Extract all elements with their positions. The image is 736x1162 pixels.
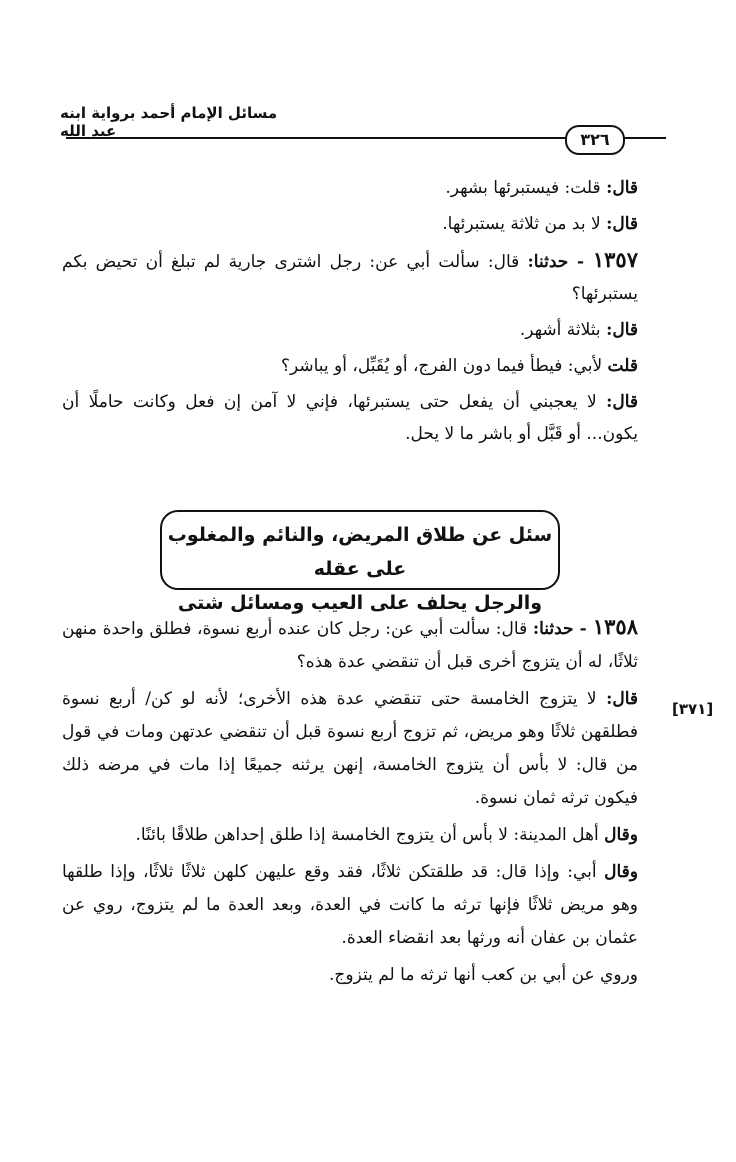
speaker-label: - حدثنا: (527, 252, 593, 272)
paragraph-text: بثلاثة أشهر. (519, 320, 607, 340)
speaker-label: قلت (607, 356, 638, 376)
paragraph-text: أهل المدينة: لا بأس أن يتزوج الخامسة إذا طلق إحداهن طلاقًا بائنًا. (135, 825, 605, 845)
speaker-label: وقال (604, 825, 638, 845)
paragraph (62, 386, 670, 450)
paragraph (62, 172, 670, 204)
narration-number: ١٣٥٧ (592, 247, 638, 272)
bottom-text-block (62, 610, 670, 996)
paragraph (62, 208, 670, 240)
paragraph-text: لا يعجبني أن يفعل حتى يستبرئها، فإني لا آمن إن فعل وكانت حاملًا أن يكون... أو قَبَّل أو باشر ما لا يحل. (62, 392, 638, 444)
page-number: ٣٢٦ (565, 125, 625, 155)
speaker-label: قال: (606, 392, 638, 412)
speaker-label: قال: (606, 689, 638, 709)
top-text-block (62, 172, 670, 454)
paragraph-text: أبي: وإذا قال: قد طلقتكن ثلاثًا، فقد وقع عليهن كلهن ثلاثًا ثلاثًا، وإذا طلقها وهو مريض ثلاثًا فإنها ترثه ما كانت في العدة، وبعد العدة ما لم يتزوج، روي عن عثمان بن عفان أنه ورثها بعد انقضاء العدة. (62, 862, 638, 948)
speaker-label: وقال (604, 862, 638, 882)
speaker-label: قال: (606, 320, 638, 340)
speaker-label: قال: (606, 178, 638, 198)
paragraph (62, 350, 670, 382)
paragraph-text: قال: سألت أبي عن: رجل كان عنده أربع نسوة، فطلق واحدة منهن ثلاثًا، له أن يتزوج أخرى قبل أن تنقضي عدة هذه؟ (62, 619, 638, 672)
section-heading-line: سئل عن طلاق المريض، والنائم والمغلوب على عقله (167, 524, 553, 580)
paragraph-text: لأبي: فيطأ فيما دون الفرج، أو يُقَبِّل، أو يباشر؟ (280, 356, 608, 376)
speaker-label: - حدثنا: (532, 619, 593, 639)
paragraph-text: لا بد من ثلاثة يستبرئها. (442, 214, 607, 234)
margin-reference: [٣٧١] (672, 700, 714, 718)
running-header-title: مسائل الإمام أحمد برواية ابنه عبد الله (60, 104, 278, 140)
speaker-label: قال: (606, 214, 638, 234)
narration-number: ١٣٥٨ (592, 614, 638, 639)
paragraph (62, 683, 670, 815)
paragraph (62, 959, 670, 992)
section-heading-box (160, 510, 560, 614)
paragraph-text: قال: سألت أبي عن: رجل اشترى جارية لم تبلغ أن تحيض بكم يستبرئها؟ (62, 252, 638, 304)
paragraph-text: وروي عن أبي بن كعب أنها ترثه ما لم يتزوج. (329, 965, 638, 985)
paragraph (62, 819, 670, 852)
paragraph-text: قلت: فيستبرئها بشهر. (445, 178, 607, 198)
paragraph (62, 856, 670, 955)
section-heading-line: والرجل يحلف على العيب ومسائل شتى (177, 592, 543, 614)
narration-paragraph (62, 244, 670, 310)
narration-paragraph (62, 610, 670, 679)
paragraph-text: لا يتزوج الخامسة حتى تنقضي عدة هذه الأخرى؛ لأنه لو كن/ أربع نسوة فطلقهن ثلاثًا وهو مريض، ثم تزوج أربع نسوة قبل أن تنقضي عدتهن ومات في قول من قال: لا بأس أن يتزوج الخامسة، إنهن يرثنه جميعًا إذا مات في مرضه ذلك فيكون ترثه ثمان نسوة. (62, 689, 638, 808)
paragraph (62, 314, 670, 346)
